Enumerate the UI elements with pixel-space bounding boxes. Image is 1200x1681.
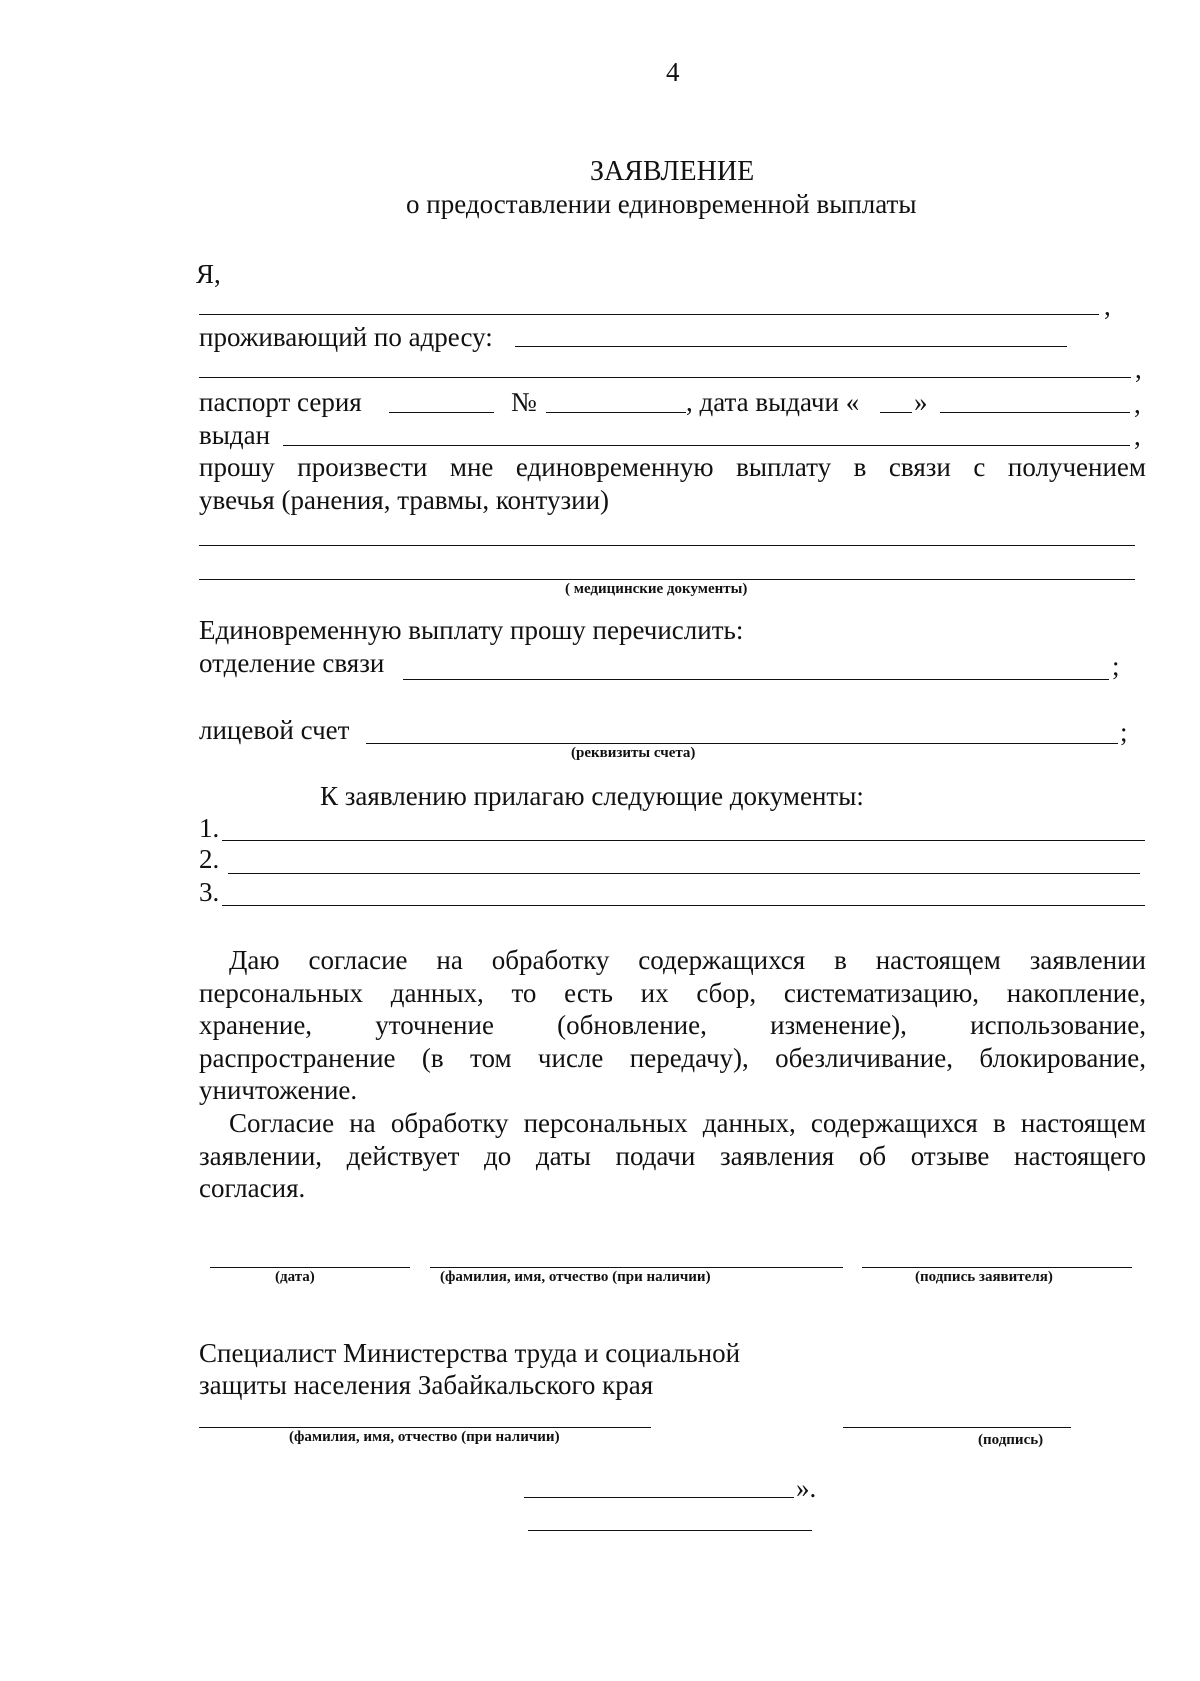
attachment-number: 3.	[199, 877, 220, 907]
request-line: увечья (ранения, травмы, контузии)	[199, 484, 610, 515]
account-label: лицевой счет	[199, 715, 350, 745]
address-field-line1[interactable]	[515, 346, 1067, 347]
passport-issued-field[interactable]	[283, 445, 1130, 446]
specialist-signature-caption: (подпись)	[978, 1432, 1044, 1448]
passport-number-label: №	[511, 387, 537, 417]
attachment-number: 2.	[199, 844, 220, 874]
applicant-signature-field[interactable]	[862, 1267, 1132, 1268]
passport-issued-label: выдан	[199, 420, 271, 450]
injury-field-line2[interactable]	[199, 579, 1135, 580]
date-caption: (дата)	[275, 1269, 315, 1285]
passport-date-close: »	[914, 387, 928, 417]
consent-line: Даю согласие на обработку содержащихся в настоящем заявлении	[229, 945, 1146, 975]
attachment-field[interactable]	[228, 873, 1140, 874]
passport-series-field[interactable]	[389, 412, 494, 413]
injury-field-line1[interactable]	[199, 545, 1135, 546]
validity-line: заявлении, действует до даты подачи заявления об отзыве настоящего	[199, 1140, 1146, 1171]
closing-quote: ».	[796, 1473, 817, 1503]
closing-field-line2[interactable]	[528, 1530, 812, 1531]
document-title: ЗАЯВЛЕНИЕ	[590, 156, 755, 187]
specialist-name-field[interactable]	[199, 1427, 651, 1428]
request-text	[199, 451, 1146, 516]
date-field[interactable]	[210, 1267, 410, 1268]
validity-line: Согласие на обработку персональных данных, содержащихся в настоящем	[229, 1108, 1146, 1138]
validity-paragraph	[199, 1107, 1146, 1205]
post-office-field[interactable]	[403, 679, 1109, 680]
full-name-caption: (фамилия, имя, отчество (при наличии)	[440, 1269, 711, 1285]
attachment-number: 1.	[199, 813, 220, 843]
full-name-field[interactable]	[430, 1267, 843, 1268]
applicant-label: Я,	[196, 259, 221, 289]
attachment-field[interactable]	[222, 840, 1145, 841]
passport-number-field[interactable]	[546, 412, 686, 413]
transfer-label: Единовременную выплату прошу перечислить:	[199, 615, 744, 645]
specialist-title-line1: Специалист Министерства труда и социальной	[199, 1338, 741, 1368]
consent-line: хранение, уточнение (обновление, изменение), использование,	[199, 1010, 1146, 1040]
passport-date-label: , дата выдачи «	[686, 387, 860, 417]
attachment-field[interactable]	[222, 905, 1145, 906]
consent-line: уничтожение.	[199, 1075, 358, 1105]
applicant-signature-caption: (подпись заявителя)	[915, 1269, 1053, 1285]
post-office-label: отделение связи	[199, 648, 385, 678]
account-caption: (реквизиты счета)	[571, 745, 696, 761]
consent-paragraph	[199, 944, 1146, 1107]
document-subtitle: о предоставлении единовременной выплаты	[406, 189, 917, 219]
semicolon: ;	[1120, 717, 1128, 747]
validity-line: согласия.	[199, 1173, 306, 1203]
applicant-name-field[interactable]	[199, 314, 1099, 315]
passport-day-field[interactable]	[880, 412, 912, 413]
passport-series-label: паспорт серия	[199, 387, 362, 417]
specialist-signature-field[interactable]	[843, 1427, 1071, 1428]
page-number: 4	[666, 57, 680, 87]
specialist-title-line2: защиты населения Забайкальского края	[199, 1370, 654, 1400]
medical-docs-caption: ( медицинские документы)	[565, 581, 748, 597]
closing-field-line1[interactable]	[524, 1497, 794, 1498]
passport-date-field[interactable]	[940, 412, 1130, 413]
comma: ,	[1104, 291, 1111, 321]
comma: ,	[1134, 389, 1141, 419]
comma: ,	[1135, 354, 1142, 384]
consent-line: распространение (в том числе передачу), обезличивание, блокирование,	[199, 1042, 1146, 1073]
request-line: прошу произвести мне единовременную выплату в связи с получением	[199, 452, 1146, 482]
account-field[interactable]	[366, 743, 1118, 744]
attachments-heading: К заявлению прилагаю следующие документы:	[320, 781, 864, 811]
address-field-line2[interactable]	[199, 377, 1131, 378]
consent-line: персональных данных, то есть их сбор, систематизацию, накопление,	[199, 977, 1146, 1008]
semicolon: ;	[1112, 651, 1120, 681]
comma: ,	[1134, 421, 1141, 451]
specialist-name-caption: (фамилия, имя, отчество (при наличии)	[289, 1429, 560, 1445]
address-label: проживающий по адресу:	[199, 322, 493, 352]
